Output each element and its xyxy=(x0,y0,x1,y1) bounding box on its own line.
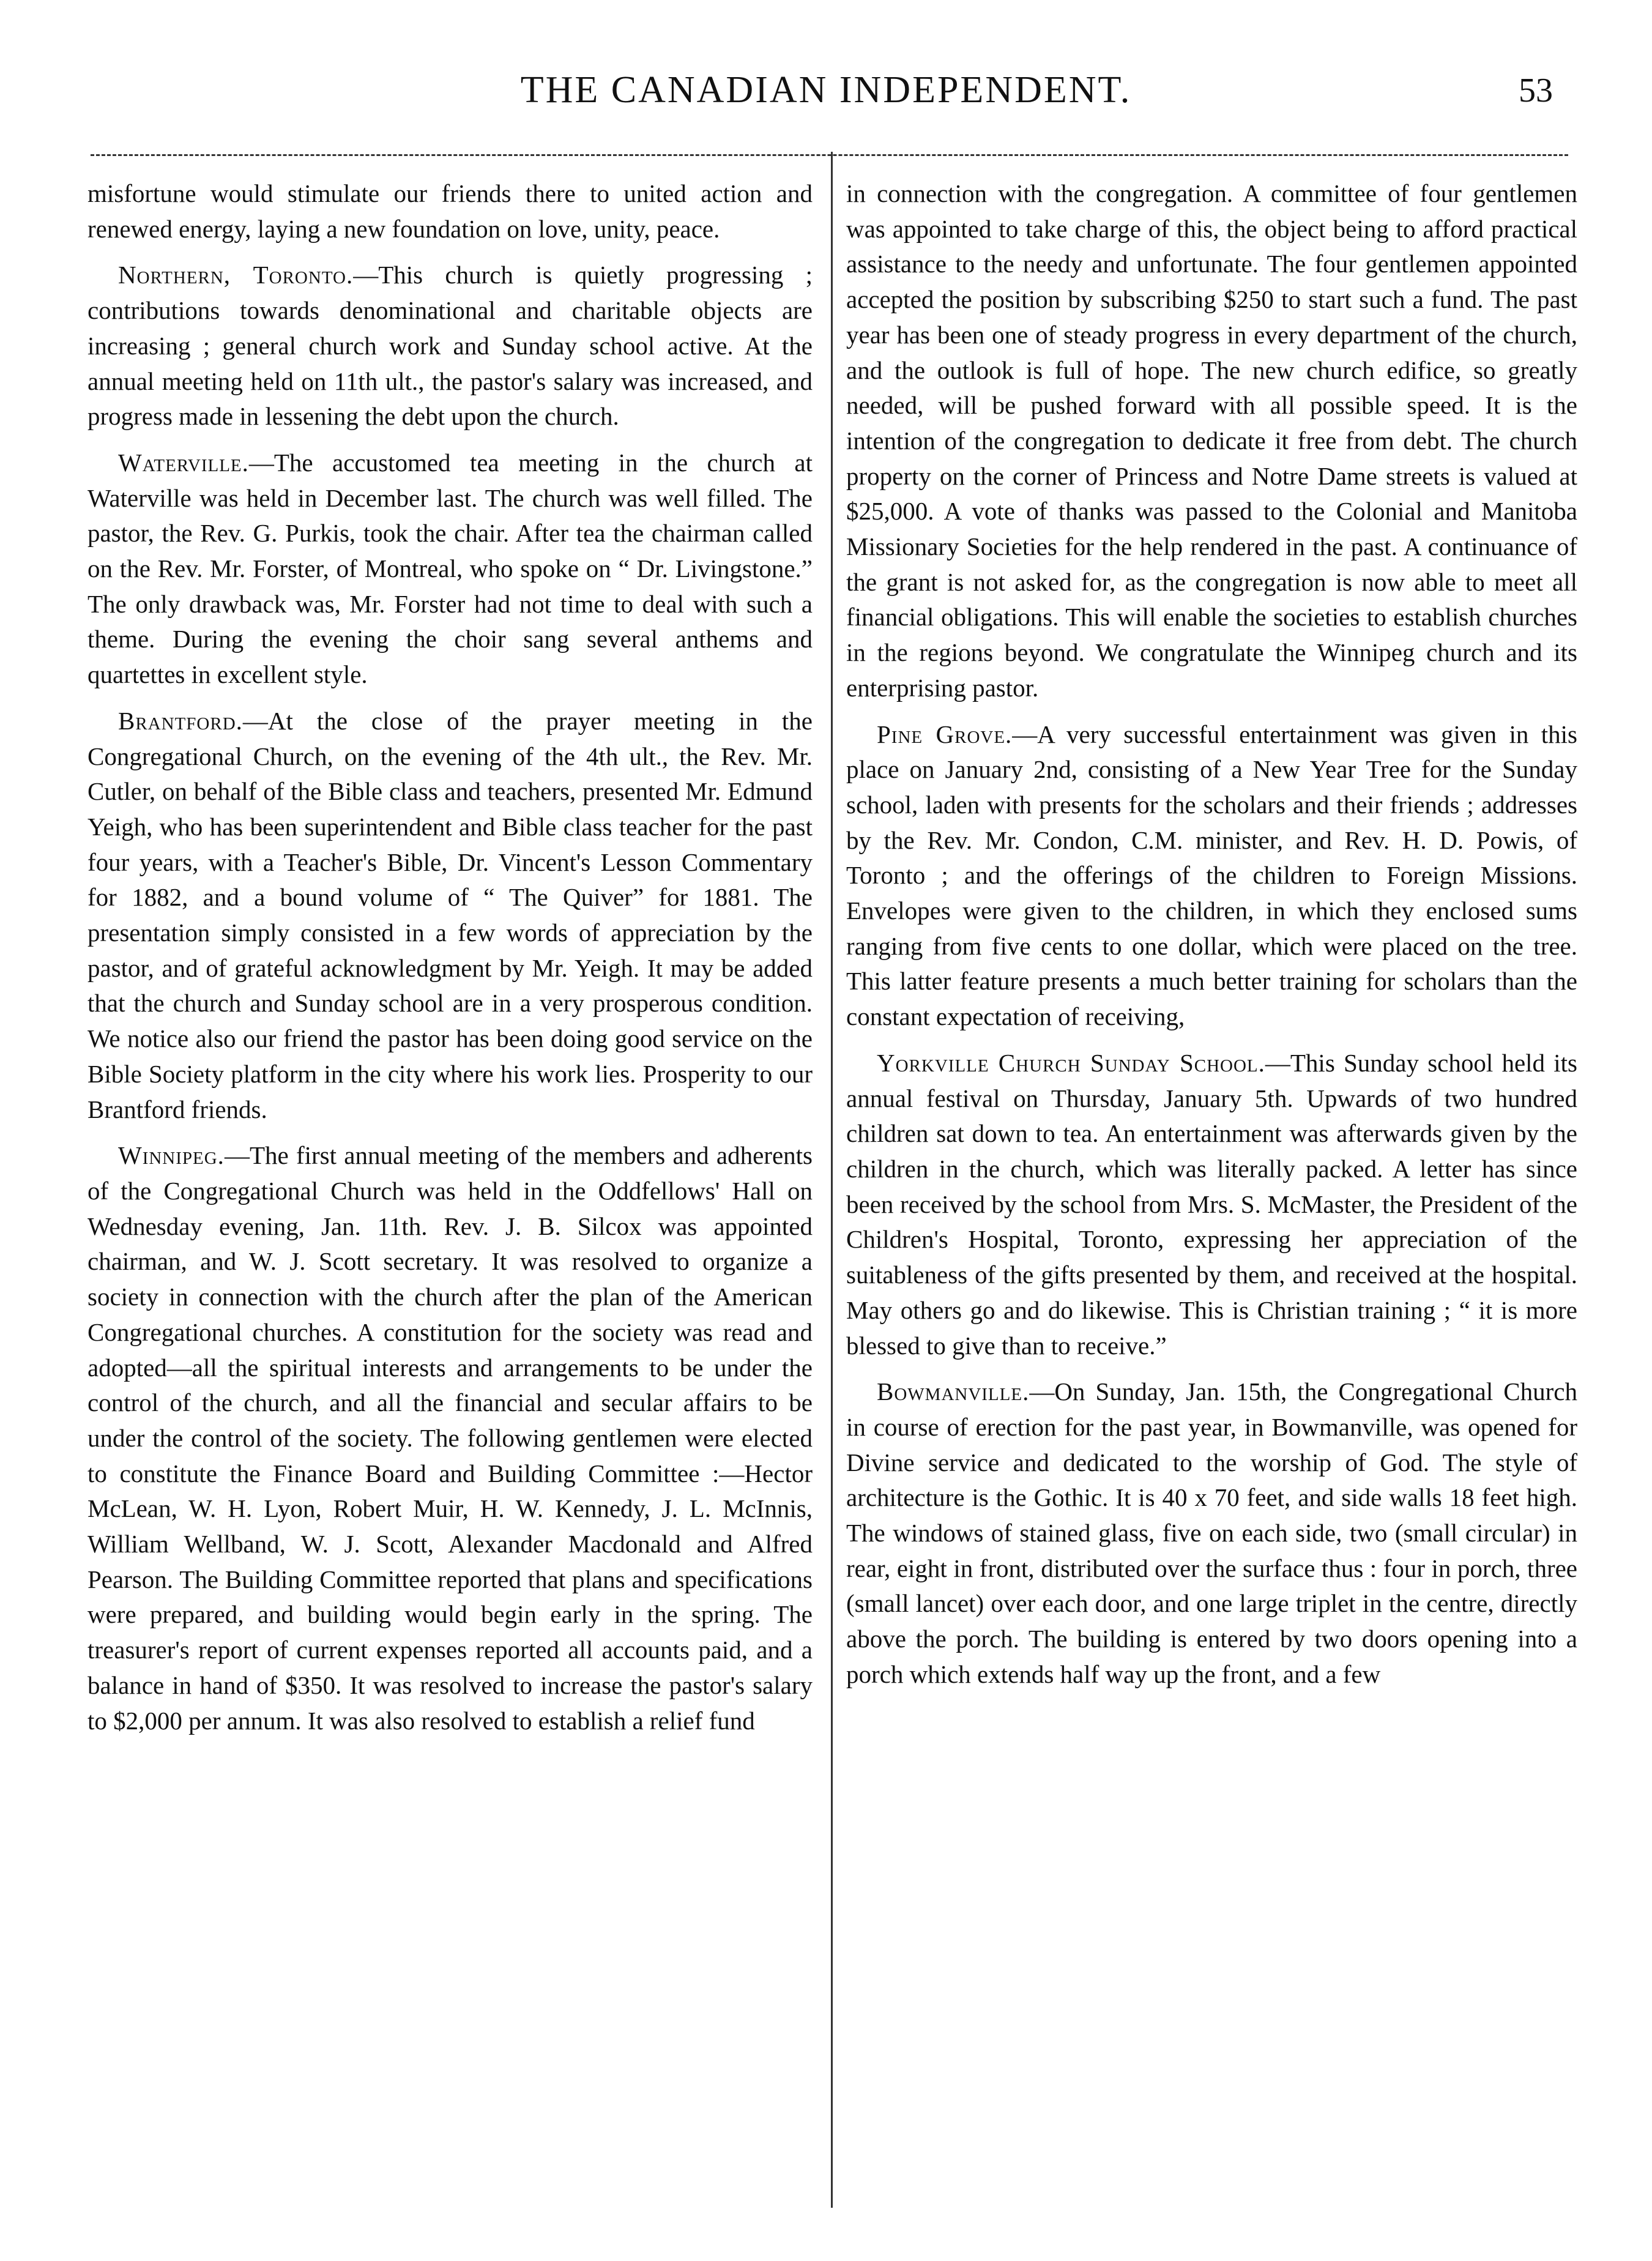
column-rule xyxy=(831,152,833,2208)
section-heading: Yorkville Church Sunday School. xyxy=(877,1048,1265,1077)
paragraph-text: —This Sunday school held its annual festival on Thursday, January 5th. Upwards of two hundred children sat down to tea. An entertainment was afterwards given by the children in the church, which was literally packed. A letter has since been received by the school from Mrs. S. McMaster, the President of the Children's Hospital, Toronto, expressing her appreciation of the suitableness of the gifts presented by them, and received at the hospital. May others go and do likewise. This is Christian training ; “ it is more blessed to give than to receive.” xyxy=(846,1048,1578,1360)
section-heading: Waterville. xyxy=(118,448,249,477)
paragraph-yorkville xyxy=(846,1046,1577,1363)
paragraph-brantford xyxy=(87,704,813,1127)
header-rule xyxy=(91,154,1568,156)
section-heading: Winnipeg. xyxy=(118,1141,225,1170)
paragraph-text: misfortune would stimulate our friends there to united action and renewed energy, laying a new foundation on love, unity, peace. xyxy=(87,179,813,243)
section-heading: Pine Grove. xyxy=(877,720,1013,748)
paragraph-text: —At the close of the prayer meeting in the Congregational Church, on the evening of the 4th ult., the Rev. Mr. Cutler, on behalf of the Bible class and teachers, presented Mr. Edmund Yeigh, who has been superintendent and Bible class teacher for the past four years, with a Teacher's Bible, Dr. Vincent's Lesson Commentary for 1882, and a bound volume of “ The Quiver” for 1881. The presentation simply consisted in a few words of appreciation by the pastor, and of grateful acknowledgment by Mr. Yeigh. It may be added that the church and Sunday school are in a very prosperous condition. We notice also our friend the pastor has been doing good service on the Bible Society platform in the city where his work lies. Prosperity to our Brantford friends. xyxy=(87,706,813,1123)
paragraph-continued xyxy=(87,176,813,247)
paragraph-text: —The accustomed tea meeting in the church at Waterville was held in December last. The church was well filled. The pastor, the Rev. G. Purkis, took the chair. After tea the chairman called on the Rev. Mr. Forster, of Montreal, who spoke on “ Dr. Livingstone.” The only drawback was, Mr. Forster had not time to deal with such a theme. During the evening the choir sang several anthems and quartettes in excellent style. xyxy=(87,448,813,689)
section-heading: Brantford. xyxy=(118,706,243,735)
paragraph-northern-toronto xyxy=(87,258,813,434)
paragraph-text: —A very successful entertainment was given in this place on January 2nd, consisting of a New Year Tree for the Sunday school, laden with presents for the scholars and their friends ; addresses by the Rev. Mr. Condon, C.M. minister, and Rev. H. D. Powis, of Toronto ; and the offerings of the children to Foreign Missions. Envelopes were given to the children, in which they enclosed sums ranging from five cents to one dollar, which were placed on the tree. This latter feature presents a much better training for scholars than the constant expectation of receiving, xyxy=(846,720,1577,1031)
running-title: THE CANADIAN INDEPENDENT. xyxy=(520,69,1132,111)
page-number: 53 xyxy=(1519,72,1553,110)
paragraph-text: —On Sunday, Jan. 15th, the Congregational Church in course of erection for the past year, in Bowmanville, was opened for Divine service and dedicated to the worship of God. The style of architecture is the Gothic. It is 40 x 70 feet, and side walls 18 feet high. The windows of stained glass, five on each side, two (small circular) in rear, eight in front, distributed over the surface thus : four in porch, three (small lancet) over each door, and one large triplet in the centre, directly above the porch. The building is entered by two doors opening into a porch which extends half way up the front, and a few xyxy=(846,1377,1577,1688)
paragraph-continued xyxy=(846,176,1577,706)
right-column xyxy=(846,176,1577,1693)
section-heading: Bowmanville. xyxy=(877,1377,1030,1406)
paragraph-text: —The first annual meeting of the members and adherents of the Congregational Church was held in the Oddfellows' Hall on Wednesday evening, Jan. 11th. Rev. J. B. Silcox was appointed chairman, and W. J. Scott secretary. It was resolved to organize a society in connection with the church after the plan of the American Congregational churches. A constitution for the society was read and adopted—all the spiritual interests and arrangements to be under the control of the church, and all the financial and secular affairs to be under the control of the society. The following gentlemen were elected to constitute the Finance Board and Building Committee :—Hector McLean, W. H. Lyon, Robert Muir, H. W. Kennedy, J. L. McInnis, William Wellband, W. J. Scott, Alexander Macdonald and Alfred Pearson. The Building Committee reported that plans and specifications were prepared, and building would begin early in the spring. The treasurer's report of current expenses reported all accounts paid, and a balance in hand of $350. It was resolved to increase the pastor's salary to $2,000 per annum. It was also resolved to establish a relief fund xyxy=(87,1141,813,1735)
paragraph-text: —This church is quietly progressing ; contributions towards denominational and charitable objects are increasing ; general church work and Sunday school active. At the annual meeting held on 11th ult., the pastor's salary was increased, and progress made in lessening the debt upon the church. xyxy=(87,261,813,431)
paragraph-waterville xyxy=(87,445,813,693)
paragraph-pine-grove xyxy=(846,717,1577,1035)
section-heading: Northern, Toronto. xyxy=(118,261,354,289)
left-column xyxy=(87,176,813,1738)
paragraph-winnipeg xyxy=(87,1138,813,1738)
paragraph-text: in connection with the congregation. A committee of four gentlemen was appointed to take charge of this, the object being to afford practical assistance to the needy and unfortunate. The four gentlemen appointed accepted the position by subscribing $250 to start such a fund. The past year has been one of steady progress in every department of the church, and the outlook is full of hope. The new church edifice, so greatly needed, will be pushed forward with all possible speed. It is the intention of the congregation to dedicate it free from debt. The church property on the corner of Princess and Notre Dame streets is valued at $25,000. A vote of thanks was passed to the Colonial and Manitoba Missionary Societies for the help rendered in the past. A continuance of the grant is not asked for, as the congregation is now able to meet all financial obligations. This will enable the societies to establish churches in the regions beyond. We congratulate the Winnipeg church and its enterprising pastor. xyxy=(846,179,1577,702)
paragraph-bowmanville xyxy=(846,1374,1577,1692)
